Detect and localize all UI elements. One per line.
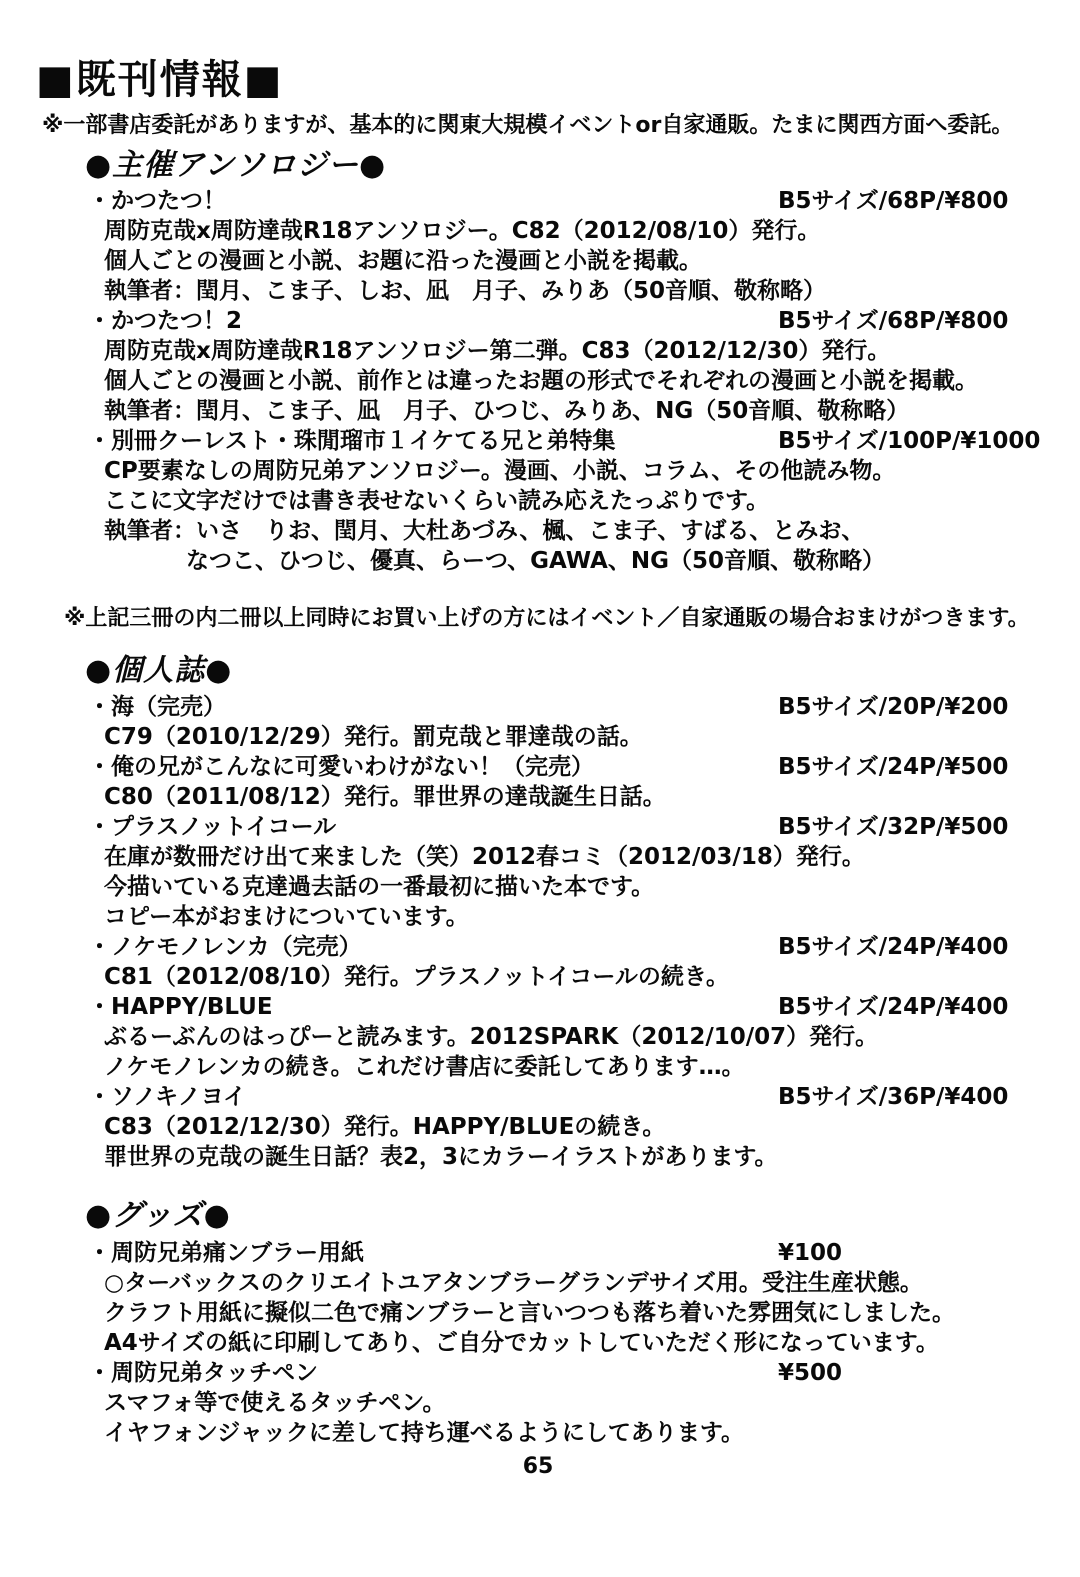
item-header: [88, 752, 1040, 782]
section-goods: [36, 1194, 1040, 1448]
item-description: C79（2010/12/29）発行。罰克哉と罪達哉の話。: [104, 724, 643, 750]
item-title: ・海（完売）: [88, 694, 226, 720]
item-authors: 執筆者：閏月、こま子、凪 月子、ひつじ、みりあ、NG（50音順、敬称略）: [104, 398, 910, 424]
item-description: スマフォ等で使えるタッチペン。: [104, 1390, 446, 1416]
page-number: 65: [522, 1454, 554, 1479]
item-header: [88, 1238, 1040, 1268]
distribution-note: ※一部書店委託がありますが、基本的に関東大規模イベントor自家通販。たまに関西方面へ委託。: [42, 113, 1014, 138]
section-goods-heading: ●グッズ●: [85, 1198, 231, 1233]
item-price: B5サイズ/24P/¥500: [778, 754, 1009, 780]
item-header: [88, 932, 1040, 962]
item-header: [88, 306, 1040, 336]
item-price: B5サイズ/32P/¥500: [778, 814, 1009, 840]
item-title: ・別冊クーレスト・珠閒瑠市１イケてる兄と弟特集: [88, 428, 616, 454]
book-item: [36, 812, 1040, 932]
item-description: ぶるーぶんのはっぴーと読みます。2012SPARK（2012/10/07）発行。: [104, 1024, 879, 1050]
item-description: コピー本がおまけについています。: [104, 904, 469, 930]
item-price: B5サイズ/36P/¥400: [778, 1084, 1009, 1110]
item-title: ・かつたつ！: [88, 188, 226, 214]
book-item: [36, 1082, 1040, 1172]
item-title: ・周防兄弟痛ンブラー用紙: [88, 1240, 364, 1266]
item-header: [88, 1082, 1040, 1112]
item-title: ・ノケモノレンカ（完売）: [88, 934, 362, 960]
item-description: 個人ごとの漫画と小説、前作とは違ったお題の形式でそれぞれの漫画と小説を掲載。: [104, 368, 978, 394]
item-header: [88, 812, 1040, 842]
item-header: [88, 186, 1040, 216]
item-header: [88, 992, 1040, 1022]
section-anthology: [36, 146, 1040, 634]
item-description: A4サイズの紙に印刷してあり、ご自分でカットしていただく形になっています。: [104, 1330, 939, 1356]
item-title: ・プラスノットイコール: [88, 814, 337, 840]
item-description: 周防克哉x周防達哉R18アンソロジー。C82（2012/08/10）発行。: [104, 218, 821, 244]
item-description: ○ターバックスのクリエイトユアタンブラーグランデサイズ用。受注生産状態。: [104, 1270, 923, 1296]
book-item: [36, 692, 1040, 752]
item-description: ノケモノレンカの続き。これだけ書店に委託してあります…。: [104, 1054, 745, 1080]
item-description: C80（2011/08/12）発行。罪世界の達哉誕生日話。: [104, 784, 666, 810]
item-title: ・HAPPY/BLUE: [88, 994, 273, 1020]
item-description: 周防克哉x周防達哉R18アンソロジー第二弾。C83（2012/12/30）発行。: [104, 338, 891, 364]
item-title: ・かつたつ！2: [88, 308, 243, 334]
item-authors-continued: なつこ、ひつじ、優真、らーつ、GAWA、NG（50音順、敬称略）: [186, 548, 885, 574]
book-item: [36, 306, 1040, 426]
item-header: [88, 1358, 1040, 1388]
item-description: CP要素なしの周防兄弟アンソロジー。漫画、小説、コラム、その他読み物。: [104, 458, 896, 484]
item-price: B5サイズ/68P/¥800: [778, 188, 1009, 214]
item-title: ・俺の兄がこんなに可愛いわけがない！（完売）: [88, 754, 594, 780]
item-description: 今描いている克達過去話の一番最初に描いた本です。: [104, 874, 655, 900]
item-price: ¥500: [778, 1360, 843, 1386]
item-title: ・ソノキノヨイ: [88, 1084, 247, 1110]
section-personal-books-heading: ●個人誌●: [85, 653, 233, 688]
item-title: ・周防兄弟タッチペン: [88, 1360, 318, 1386]
book-item: [36, 752, 1040, 812]
page-title: ■既刊情報■: [36, 57, 284, 103]
item-description: ここに文字だけでは書き表せないくらい読み応えたっぷりです。: [104, 488, 770, 514]
book-item: [36, 992, 1040, 1082]
book-item: [36, 426, 1040, 576]
item-price: B5サイズ/20P/¥200: [778, 694, 1009, 720]
item-description: クラフト用紙に擬似二色で痛ンブラーと言いつつも落ち着いた雰囲気にしました。: [104, 1300, 955, 1326]
section-anthology-heading: ●主催アンソロジー●: [85, 148, 387, 183]
book-item: [36, 932, 1040, 992]
item-description: 在庫が数冊だけ出て来ました（笑）2012春コミ（2012/03/18）発行。: [104, 844, 865, 870]
item-description: C81（2012/08/10）発行。プラスノットイコールの続き。: [104, 964, 729, 990]
item-description: イヤフォンジャックに差して持ち運べるようにしてあります。: [104, 1420, 744, 1446]
item-description: 個人ごとの漫画と小説、お題に沿った漫画と小説を掲載。: [104, 248, 702, 274]
item-description: C83（2012/12/30）発行。HAPPY/BLUEの続き。: [104, 1114, 666, 1140]
goods-item: [36, 1358, 1040, 1448]
item-price: B5サイズ/100P/¥1000: [778, 428, 1041, 454]
item-price: ¥100: [778, 1240, 843, 1266]
item-header: [88, 692, 1040, 722]
item-authors: 執筆者：閏月、こま子、しお、凪 月子、みりあ（50音順、敬称略）: [104, 278, 827, 304]
item-price: B5サイズ/68P/¥800: [778, 308, 1009, 334]
book-item: [36, 186, 1040, 306]
section-personal-books: [36, 650, 1040, 1172]
item-price: B5サイズ/24P/¥400: [778, 934, 1009, 960]
goods-item: [36, 1238, 1040, 1358]
item-price: B5サイズ/24P/¥400: [778, 994, 1009, 1020]
bonus-footnote: ※上記三冊の内二冊以上同時にお買い上げの方にはイベント／自家通販の場合おまけがつきます。: [64, 606, 1030, 631]
item-description: 罪世界の克哉の誕生日話？表2，3にカラーイラストがあります。: [104, 1144, 778, 1170]
item-authors: 執筆者：いさ りお、閏月、大杜あづみ、楓、こま子、すばる、とみお、: [104, 518, 865, 544]
item-header: [88, 426, 1040, 456]
